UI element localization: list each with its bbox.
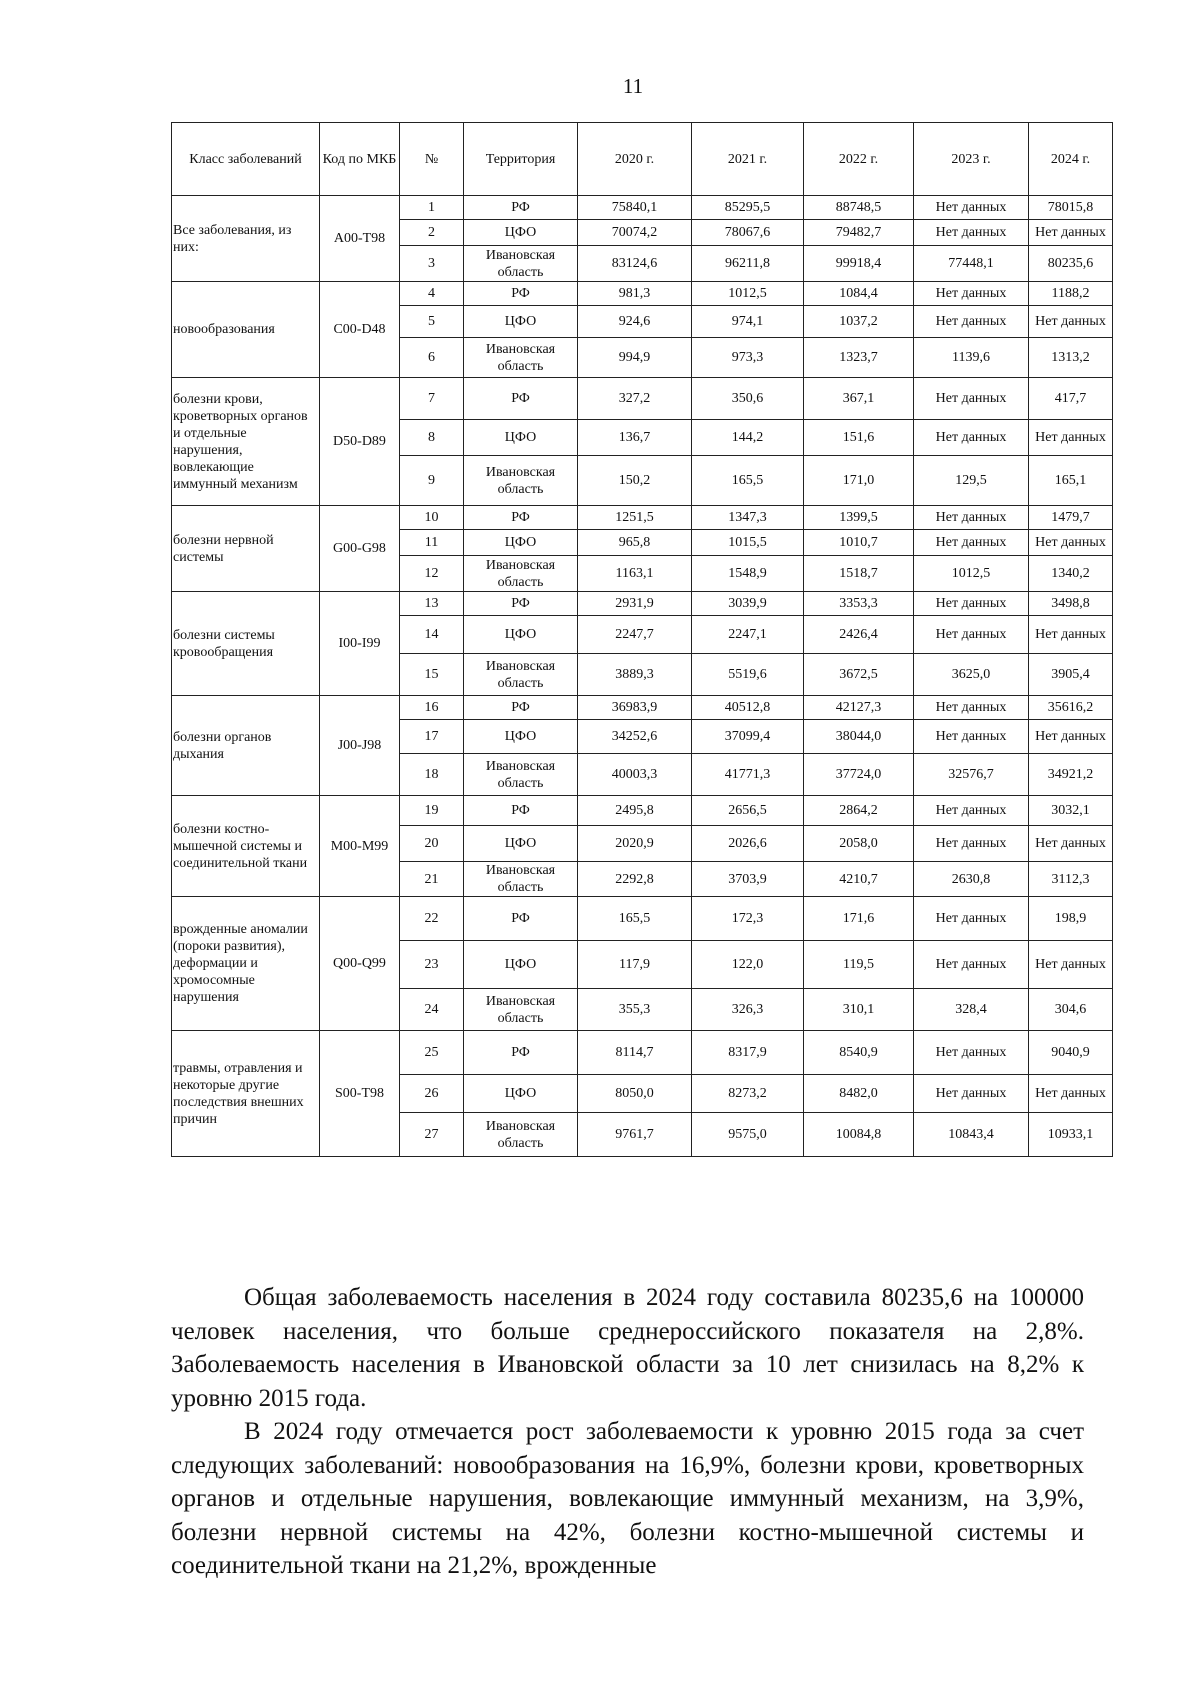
value-cell: 34252,6 bbox=[578, 720, 692, 754]
territory-cell: Ивановская область bbox=[464, 456, 578, 506]
table-row bbox=[172, 506, 1113, 530]
table-row bbox=[172, 196, 1113, 220]
value-cell: 2026,6 bbox=[692, 826, 804, 862]
territory-cell: РФ bbox=[464, 897, 578, 941]
territory-cell: Ивановская область bbox=[464, 989, 578, 1031]
value-cell: 83124,6 bbox=[578, 246, 692, 282]
value-cell: Нет данных bbox=[914, 826, 1029, 862]
value-cell: 2656,5 bbox=[692, 796, 804, 826]
territory-cell: ЦФО bbox=[464, 1075, 578, 1113]
value-cell: Нет данных bbox=[914, 378, 1029, 420]
icd-code-cell: M00-M99 bbox=[320, 796, 400, 897]
value-cell: 8482,0 bbox=[804, 1075, 914, 1113]
value-cell: 1012,5 bbox=[692, 282, 804, 306]
disease-class-cell: болезни крови, кроветворных органов и отдельные нарушения, вовлекающие иммунный механизм bbox=[172, 378, 320, 506]
value-cell: 40003,3 bbox=[578, 754, 692, 796]
value-cell: Нет данных bbox=[914, 196, 1029, 220]
value-cell: 119,5 bbox=[804, 941, 914, 989]
value-cell: Нет данных bbox=[1029, 220, 1113, 246]
value-cell: 2058,0 bbox=[804, 826, 914, 862]
value-cell: 3625,0 bbox=[914, 654, 1029, 696]
territory-cell: РФ bbox=[464, 506, 578, 530]
value-cell: 36983,9 bbox=[578, 696, 692, 720]
value-cell: 328,4 bbox=[914, 989, 1029, 1031]
value-cell: 10084,8 bbox=[804, 1113, 914, 1157]
row-number-cell: 10 bbox=[400, 506, 464, 530]
value-cell: Нет данных bbox=[1029, 826, 1113, 862]
header-territory: Территория bbox=[464, 123, 578, 196]
row-number-cell: 19 bbox=[400, 796, 464, 826]
territory-cell: Ивановская область bbox=[464, 556, 578, 592]
value-cell: 355,3 bbox=[578, 989, 692, 1031]
header-2024: 2024 г. bbox=[1029, 123, 1113, 196]
icd-code-cell: Q00-Q99 bbox=[320, 897, 400, 1031]
row-number-cell: 22 bbox=[400, 897, 464, 941]
value-cell: 965,8 bbox=[578, 530, 692, 556]
value-cell: 10843,4 bbox=[914, 1113, 1029, 1157]
row-number-cell: 20 bbox=[400, 826, 464, 862]
header-code: Код по МКБ bbox=[320, 123, 400, 196]
paragraph: Общая заболеваемость населения в 2024 году составила 80235,6 на 100000 человек населения, что больше среднероссийского показателя на 2,8%. Заболеваемость населения в Ивановской области за 10 лет снизилась на 8,2% к уровню 2015 года. bbox=[171, 1284, 1084, 1412]
value-cell: 3353,3 bbox=[804, 592, 914, 616]
value-cell: 1012,5 bbox=[914, 556, 1029, 592]
territory-cell: РФ bbox=[464, 796, 578, 826]
icd-code-cell: S00-T98 bbox=[320, 1031, 400, 1157]
value-cell: 34921,2 bbox=[1029, 754, 1113, 796]
value-cell: 3032,1 bbox=[1029, 796, 1113, 826]
value-cell: 10933,1 bbox=[1029, 1113, 1113, 1157]
value-cell: 2495,8 bbox=[578, 796, 692, 826]
value-cell: 1479,7 bbox=[1029, 506, 1113, 530]
value-cell: 4210,7 bbox=[804, 862, 914, 897]
value-cell: 171,6 bbox=[804, 897, 914, 941]
territory-cell: ЦФО bbox=[464, 306, 578, 338]
value-cell: 2931,9 bbox=[578, 592, 692, 616]
icd-code-cell: A00-T98 bbox=[320, 196, 400, 282]
value-cell: 78015,8 bbox=[1029, 196, 1113, 220]
value-cell: Нет данных bbox=[914, 282, 1029, 306]
row-number-cell: 6 bbox=[400, 338, 464, 378]
territory-cell: ЦФО bbox=[464, 220, 578, 246]
value-cell: 9040,9 bbox=[1029, 1031, 1113, 1075]
territory-cell: РФ bbox=[464, 196, 578, 220]
value-cell: 78067,6 bbox=[692, 220, 804, 246]
row-number-cell: 26 bbox=[400, 1075, 464, 1113]
value-cell: 2426,4 bbox=[804, 616, 914, 654]
territory-cell: Ивановская область bbox=[464, 862, 578, 897]
value-cell: 3703,9 bbox=[692, 862, 804, 897]
value-cell: 3039,9 bbox=[692, 592, 804, 616]
value-cell: 8114,7 bbox=[578, 1031, 692, 1075]
value-cell: 129,5 bbox=[914, 456, 1029, 506]
disease-class-cell: болезни нервной системы bbox=[172, 506, 320, 592]
table-row bbox=[172, 282, 1113, 306]
disease-class-cell: врожденные аномалии (пороки развития), деформации и хромосомные нарушения bbox=[172, 897, 320, 1031]
value-cell: 304,6 bbox=[1029, 989, 1113, 1031]
header-2022: 2022 г. bbox=[804, 123, 914, 196]
value-cell: 1518,7 bbox=[804, 556, 914, 592]
value-cell: 981,3 bbox=[578, 282, 692, 306]
value-cell: 9761,7 bbox=[578, 1113, 692, 1157]
value-cell: Нет данных bbox=[914, 616, 1029, 654]
value-cell: 37099,4 bbox=[692, 720, 804, 754]
value-cell: 42127,3 bbox=[804, 696, 914, 720]
value-cell: 973,3 bbox=[692, 338, 804, 378]
header-class: Класс заболеваний bbox=[172, 123, 320, 196]
value-cell: 40512,8 bbox=[692, 696, 804, 720]
value-cell: 9575,0 bbox=[692, 1113, 804, 1157]
value-cell: Нет данных bbox=[914, 220, 1029, 246]
value-cell: 172,3 bbox=[692, 897, 804, 941]
row-number-cell: 21 bbox=[400, 862, 464, 897]
value-cell: Нет данных bbox=[914, 306, 1029, 338]
value-cell: 1015,5 bbox=[692, 530, 804, 556]
row-number-cell: 18 bbox=[400, 754, 464, 796]
territory-cell: Ивановская область bbox=[464, 246, 578, 282]
value-cell: 70074,2 bbox=[578, 220, 692, 246]
table-row bbox=[172, 592, 1113, 616]
value-cell: Нет данных bbox=[914, 897, 1029, 941]
value-cell: Нет данных bbox=[914, 1031, 1029, 1075]
value-cell: 165,1 bbox=[1029, 456, 1113, 506]
value-cell: 136,7 bbox=[578, 420, 692, 456]
header-2020: 2020 г. bbox=[578, 123, 692, 196]
row-number-cell: 25 bbox=[400, 1031, 464, 1075]
territory-cell: Ивановская область bbox=[464, 1113, 578, 1157]
row-number-cell: 9 bbox=[400, 456, 464, 506]
territory-cell: РФ bbox=[464, 696, 578, 720]
value-cell: Нет данных bbox=[914, 720, 1029, 754]
row-number-cell: 5 bbox=[400, 306, 464, 338]
value-cell: 117,9 bbox=[578, 941, 692, 989]
value-cell: 367,1 bbox=[804, 378, 914, 420]
value-cell: Нет данных bbox=[914, 506, 1029, 530]
table-row bbox=[172, 796, 1113, 826]
value-cell: 974,1 bbox=[692, 306, 804, 338]
header-number: № bbox=[400, 123, 464, 196]
value-cell: 165,5 bbox=[692, 456, 804, 506]
value-cell: Нет данных bbox=[914, 1075, 1029, 1113]
value-cell: 2630,8 bbox=[914, 862, 1029, 897]
territory-cell: ЦФО bbox=[464, 826, 578, 862]
icd-code-cell: D50-D89 bbox=[320, 378, 400, 506]
disease-class-cell: травмы, отравления и некоторые другие последствия внешних причин bbox=[172, 1031, 320, 1157]
value-cell: Нет данных bbox=[914, 696, 1029, 720]
value-cell: 1084,4 bbox=[804, 282, 914, 306]
table-row bbox=[172, 897, 1113, 941]
row-number-cell: 12 bbox=[400, 556, 464, 592]
icd-code-cell: G00-G98 bbox=[320, 506, 400, 592]
value-cell: 79482,7 bbox=[804, 220, 914, 246]
row-number-cell: 17 bbox=[400, 720, 464, 754]
territory-cell: Ивановская область bbox=[464, 654, 578, 696]
value-cell: 80235,6 bbox=[1029, 246, 1113, 282]
value-cell: Нет данных bbox=[1029, 720, 1113, 754]
table-row bbox=[172, 1031, 1113, 1075]
value-cell: 1010,7 bbox=[804, 530, 914, 556]
value-cell: 3498,8 bbox=[1029, 592, 1113, 616]
value-cell: 32576,7 bbox=[914, 754, 1029, 796]
value-cell: Нет данных bbox=[1029, 616, 1113, 654]
value-cell: 350,6 bbox=[692, 378, 804, 420]
value-cell: 88748,5 bbox=[804, 196, 914, 220]
icd-code-cell: C00-D48 bbox=[320, 282, 400, 378]
value-cell: 96211,8 bbox=[692, 246, 804, 282]
value-cell: 2247,7 bbox=[578, 616, 692, 654]
row-number-cell: 16 bbox=[400, 696, 464, 720]
value-cell: 38044,0 bbox=[804, 720, 914, 754]
disease-class-cell: болезни костно-мышечной системы и соединительной ткани bbox=[172, 796, 320, 897]
territory-cell: ЦФО bbox=[464, 530, 578, 556]
value-cell: 151,6 bbox=[804, 420, 914, 456]
value-cell: 8050,0 bbox=[578, 1075, 692, 1113]
territory-cell: ЦФО bbox=[464, 420, 578, 456]
disease-class-cell: болезни системы кровообращения bbox=[172, 592, 320, 696]
value-cell: 5519,6 bbox=[692, 654, 804, 696]
value-cell: 35616,2 bbox=[1029, 696, 1113, 720]
row-number-cell: 13 bbox=[400, 592, 464, 616]
icd-code-cell: J00-J98 bbox=[320, 696, 400, 796]
value-cell: 75840,1 bbox=[578, 196, 692, 220]
value-cell: 2864,2 bbox=[804, 796, 914, 826]
value-cell: 994,9 bbox=[578, 338, 692, 378]
value-cell: 1037,2 bbox=[804, 306, 914, 338]
value-cell: 37724,0 bbox=[804, 754, 914, 796]
territory-cell: Ивановская область bbox=[464, 754, 578, 796]
value-cell: 924,6 bbox=[578, 306, 692, 338]
disease-class-cell: новообразования bbox=[172, 282, 320, 378]
value-cell: 2247,1 bbox=[692, 616, 804, 654]
value-cell: 1347,3 bbox=[692, 506, 804, 530]
territory-cell: ЦФО bbox=[464, 720, 578, 754]
value-cell: 99918,4 bbox=[804, 246, 914, 282]
territory-cell: РФ bbox=[464, 592, 578, 616]
row-number-cell: 23 bbox=[400, 941, 464, 989]
value-cell: Нет данных bbox=[1029, 941, 1113, 989]
territory-cell: Ивановская область bbox=[464, 338, 578, 378]
value-cell: 3905,4 bbox=[1029, 654, 1113, 696]
value-cell: 1548,9 bbox=[692, 556, 804, 592]
row-number-cell: 14 bbox=[400, 616, 464, 654]
paragraph: В 2024 году отмечается рост заболеваемости к уровню 2015 года за счет следующих заболеваний: новообразования на 16,9%, болезни крови, кроветворных органов и отдельные нарушения, вовлекающие иммунный механизм, на 3,9%, болезни нервной системы на 42%, болезни костно-мышечной системы и соединительной ткани на 21,2%, врожденные bbox=[171, 1418, 1084, 1579]
row-number-cell: 4 bbox=[400, 282, 464, 306]
value-cell: 417,7 bbox=[1029, 378, 1113, 420]
value-cell: 85295,5 bbox=[692, 196, 804, 220]
body-text bbox=[171, 1281, 1084, 1583]
value-cell: 8540,9 bbox=[804, 1031, 914, 1075]
row-number-cell: 8 bbox=[400, 420, 464, 456]
value-cell: 1163,1 bbox=[578, 556, 692, 592]
value-cell: 3889,3 bbox=[578, 654, 692, 696]
page-number: 11 bbox=[622, 74, 644, 98]
row-number-cell: 3 bbox=[400, 246, 464, 282]
row-number-cell: 11 bbox=[400, 530, 464, 556]
territory-cell: РФ bbox=[464, 282, 578, 306]
row-number-cell: 2 bbox=[400, 220, 464, 246]
value-cell: 150,2 bbox=[578, 456, 692, 506]
value-cell: 3672,5 bbox=[804, 654, 914, 696]
value-cell: 8273,2 bbox=[692, 1075, 804, 1113]
value-cell: Нет данных bbox=[914, 796, 1029, 826]
value-cell: 310,1 bbox=[804, 989, 914, 1031]
value-cell: 2292,8 bbox=[578, 862, 692, 897]
row-number-cell: 15 bbox=[400, 654, 464, 696]
value-cell: Нет данных bbox=[914, 420, 1029, 456]
row-number-cell: 27 bbox=[400, 1113, 464, 1157]
territory-cell: ЦФО bbox=[464, 941, 578, 989]
value-cell: Нет данных bbox=[914, 530, 1029, 556]
disease-class-cell: болезни органов дыхания bbox=[172, 696, 320, 796]
value-cell: Нет данных bbox=[1029, 306, 1113, 338]
value-cell: 326,3 bbox=[692, 989, 804, 1031]
value-cell: 165,5 bbox=[578, 897, 692, 941]
table-header-row bbox=[172, 123, 1113, 196]
value-cell: Нет данных bbox=[1029, 1075, 1113, 1113]
value-cell: 1188,2 bbox=[1029, 282, 1113, 306]
value-cell: Нет данных bbox=[1029, 420, 1113, 456]
row-number-cell: 7 bbox=[400, 378, 464, 420]
icd-code-cell: I00-I99 bbox=[320, 592, 400, 696]
value-cell: 1313,2 bbox=[1029, 338, 1113, 378]
header-2023: 2023 г. bbox=[914, 123, 1029, 196]
territory-cell: ЦФО bbox=[464, 616, 578, 654]
table-row bbox=[172, 696, 1113, 720]
value-cell: 1139,6 bbox=[914, 338, 1029, 378]
table-body bbox=[172, 196, 1113, 1157]
value-cell: 2020,9 bbox=[578, 826, 692, 862]
value-cell: 77448,1 bbox=[914, 246, 1029, 282]
value-cell: Нет данных bbox=[914, 941, 1029, 989]
value-cell: 8317,9 bbox=[692, 1031, 804, 1075]
value-cell: 1399,5 bbox=[804, 506, 914, 530]
value-cell: 41771,3 bbox=[692, 754, 804, 796]
header-2021: 2021 г. bbox=[692, 123, 804, 196]
value-cell: 1323,7 bbox=[804, 338, 914, 378]
value-cell: 122,0 bbox=[692, 941, 804, 989]
territory-cell: РФ bbox=[464, 378, 578, 420]
morbidity-table bbox=[171, 122, 1113, 1157]
value-cell: Нет данных bbox=[1029, 530, 1113, 556]
value-cell: 1340,2 bbox=[1029, 556, 1113, 592]
value-cell: Нет данных bbox=[914, 592, 1029, 616]
value-cell: 327,2 bbox=[578, 378, 692, 420]
value-cell: 144,2 bbox=[692, 420, 804, 456]
value-cell: 1251,5 bbox=[578, 506, 692, 530]
value-cell: 171,0 bbox=[804, 456, 914, 506]
value-cell: 3112,3 bbox=[1029, 862, 1113, 897]
row-number-cell: 1 bbox=[400, 196, 464, 220]
disease-class-cell: Все заболевания, из них: bbox=[172, 196, 320, 282]
territory-cell: РФ bbox=[464, 1031, 578, 1075]
table-row bbox=[172, 378, 1113, 420]
row-number-cell: 24 bbox=[400, 989, 464, 1031]
value-cell: 198,9 bbox=[1029, 897, 1113, 941]
